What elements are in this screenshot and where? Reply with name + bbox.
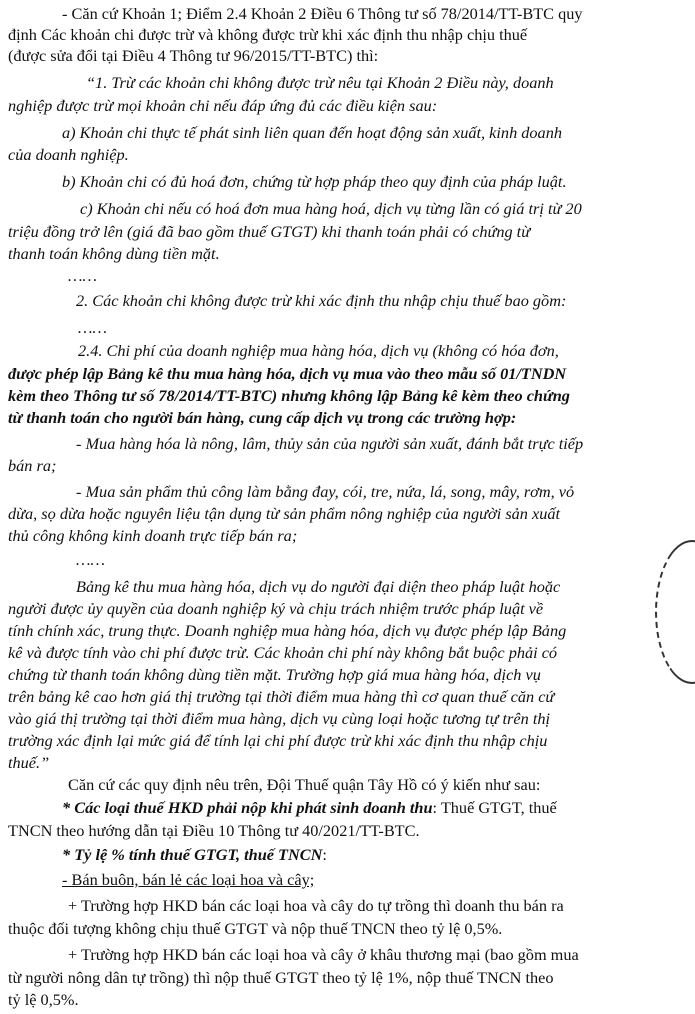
quote-line: Bảng kê thu mua hàng hóa, dịch vụ do người đại diện theo pháp luật hoặc (76, 577, 561, 596)
quote-line: chứng từ thanh toán không dùng tiền mặt. Trường hợp giá mua hàng hóa, dịch vụ (8, 665, 541, 684)
paragraph-line: + Trường hợp HKD bán các loại hoa và cây do tự trồng thì doanh thu bán ra (68, 896, 564, 915)
tax-rate-heading: * Tỷ lệ % tính thuế GTGT, thuế TNCN (62, 845, 323, 864)
ellipsis: …… (68, 266, 97, 285)
paragraph-line: (được sửa đổi tại Điều 4 Thông tư 96/2015/TT-BTC) thì: (8, 46, 379, 65)
quote-line: vào giá thị trường tại thời điểm mua hàng, dịch vụ cùng loại hoặc tương tự trên thị (8, 709, 551, 728)
quote-line: “1. Trừ các khoản chi không được trừ nêu tại Khoản 2 Điều này, doanh (86, 73, 554, 92)
quote-line: c) Khoản chi nếu có hoá đơn mua hàng hoá, dịch vụ từng lần có giá trị từ 20 (80, 199, 582, 218)
quote-line: kê và được tính vào chi phí được trừ. Các khoản chi phí này không bắt buộc phải có (8, 643, 558, 662)
quote-line: kèm theo Thông tư số 78/2014/TT-BTC) nhưng không lập Bảng kê kèm theo chứng (8, 386, 570, 405)
quote-line: người được ủy quyền của doanh nghiệp ký và chịu trách nhiệm trước pháp luật về (8, 599, 544, 618)
quote-line: từ thanh toán cho người bán hàng, cung cấp dịch vụ trong các trường hợp: (8, 408, 517, 427)
quote-line: 2.4. Chi phí của doanh nghiệp mua hàng hóa, dịch vụ (không có hóa đơn, (78, 341, 559, 360)
quote-line: - Mua sản phẩm thủ công làm bằng đay, cói, tre, nứa, lá, song, mây, rơm, vỏ (76, 482, 575, 501)
quote-line: tính chính xác, trung thực. Doanh nghiệp mua hàng hóa, dịch vụ được phép lập Bảng (8, 621, 567, 640)
paragraph-line: Thuế GTGT, thuế (440, 798, 557, 817)
stamp-seal (655, 540, 695, 684)
quote-line: trường xác định lại mức giá để tính lại chi phí được trừ khi xác định thu nhập chịu (8, 731, 548, 750)
quote-line: nghiệp được trừ mọi khoản chi nếu đáp ứng đủ các điều kiện sau: (8, 96, 438, 115)
colon: : (432, 798, 441, 817)
paragraph-line: tỷ lệ 0,5%. (8, 990, 79, 1009)
quote-line: trên bảng kê cao hơn giá thị trường tại thời điểm mua hàng thì cơ quan thuế căn cứ (8, 687, 555, 706)
tax-rate-heading-line (62, 845, 327, 865)
quote-line: b) Khoản chi có đủ hoá đơn, chứng từ hợp pháp theo quy định của pháp luật. (62, 172, 567, 191)
paragraph-line: định Các khoản chi được trừ và không được trừ khi xác định thu nhập chịu thuế (8, 25, 528, 44)
quote-line: triệu đồng trở lên (giá đã bao gồm thuế GTGT) khi thanh toán phải có chứng từ (8, 222, 531, 241)
tax-types-heading-line (62, 798, 557, 818)
quote-line: thanh toán không dùng tiền mặt. (8, 244, 220, 263)
paragraph-line: - Căn cứ Khoản 1; Điểm 2.4 Khoản 2 Điều 6 Thông tư số 78/2014/TT-BTC quy (62, 4, 583, 23)
paragraph-line: thuộc đối tượng không chịu thuế GTGT và nộp thuế TNCN theo tỷ lệ 0,5%. (8, 919, 503, 938)
quote-line: 2. Các khoản chi không được trừ khi xác định thu nhập chịu thuế bao gồm: (76, 291, 567, 310)
subheading-wholesale-retail: - Bán buôn, bán lẻ các loại hoa và cây; (62, 870, 315, 889)
quote-line: dừa, sọ dừa hoặc nguyên liệu tận dụng từ sản phẩm nông nghiệp của người sản xuất (8, 504, 561, 523)
paragraph-line: Căn cứ các quy định nêu trên, Đội Thuế quận Tây Hồ có ý kiến như sau: (68, 775, 541, 794)
paragraph-line: + Trường hợp HKD bán các loại hoa và cây ở khâu thương mại (bao gồm mua (68, 945, 579, 964)
paragraph-line: từ người nông dân tự trồng) thì nộp thuế GTGT theo tỷ lệ 1%, nộp thuế TNCN theo (8, 968, 554, 987)
quote-line: a) Khoản chi thực tế phát sinh liên quan đến hoạt động sản xuất, kinh doanh (62, 123, 562, 142)
colon: : (322, 845, 327, 864)
quote-line: bán ra; (8, 456, 57, 475)
paragraph-line: TNCN theo hướng dẫn tại Điều 10 Thông tư 40/2021/TT-BTC. (8, 821, 420, 840)
quote-line: thuế.” (8, 753, 50, 772)
quote-line: được phép lập Bảng kê thu mua hàng hóa, dịch vụ mua vào theo mẫu số 01/TNDN (8, 364, 567, 383)
quote-line: - Mua hàng hóa là nông, lâm, thủy sản của người sản xuất, đánh bắt trực tiếp (76, 434, 584, 453)
tax-types-heading: * Các loại thuế HKD phải nộp khi phát sinh doanh thu (62, 798, 433, 817)
ellipsis: …… (76, 550, 105, 569)
quote-line: thủ công không kinh doanh trực tiếp bán ra; (8, 526, 298, 545)
ellipsis: …… (78, 318, 107, 337)
quote-line: của doanh nghiệp. (8, 145, 129, 164)
